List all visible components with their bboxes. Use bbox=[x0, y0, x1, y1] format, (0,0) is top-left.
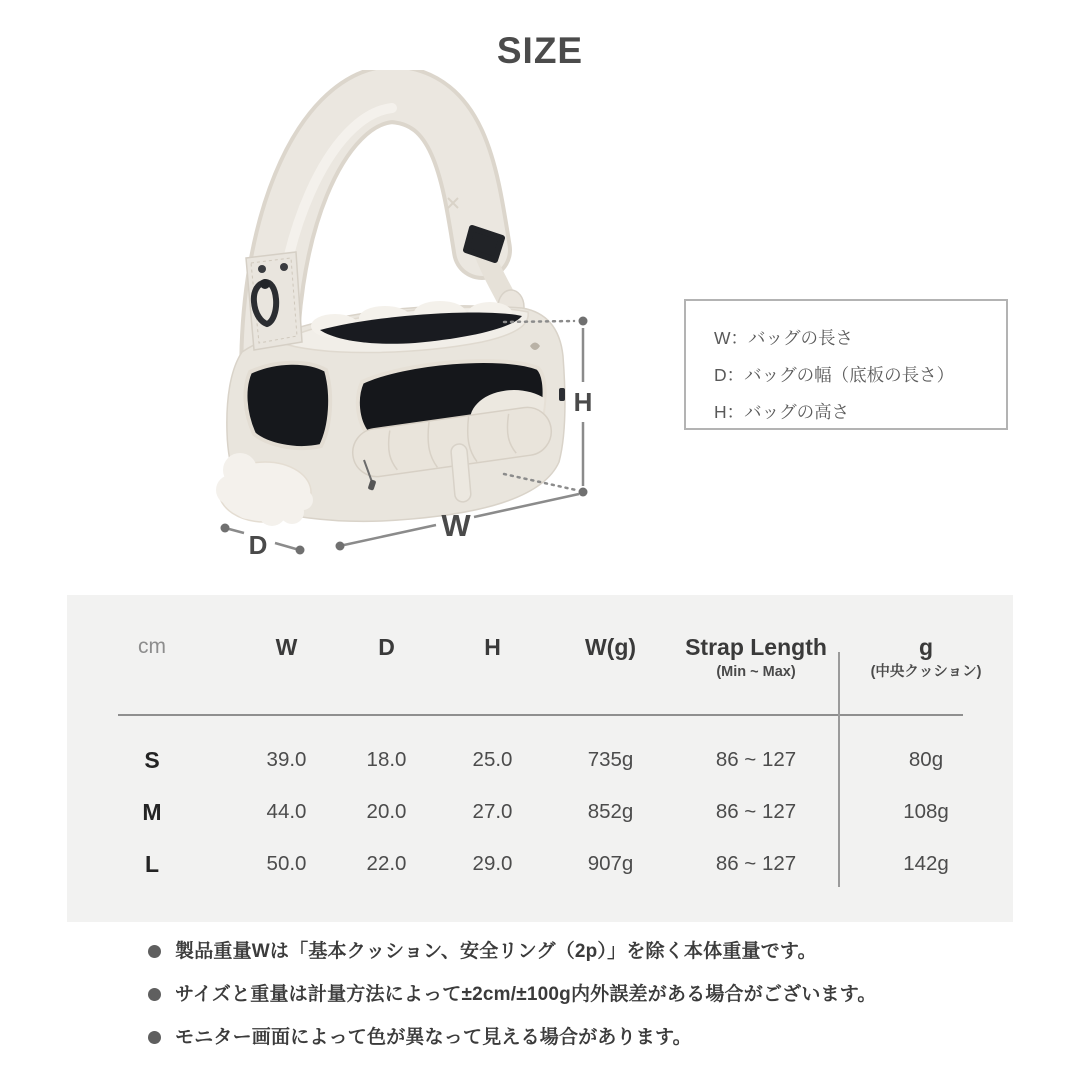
table-row-s: S 39.0 18.0 25.0 735g 86 ~ 127 80g bbox=[144, 747, 944, 773]
header-h: H bbox=[484, 634, 501, 660]
dimension-d-label: D bbox=[248, 530, 268, 560]
strap-panel bbox=[246, 252, 302, 350]
header-d: D bbox=[378, 634, 395, 660]
dimension-legend bbox=[684, 299, 1008, 430]
header-g-sub: (中央クッション) bbox=[870, 664, 982, 680]
bullet-icon bbox=[148, 1031, 161, 1044]
header-w: W bbox=[275, 634, 298, 660]
dimension-d bbox=[221, 524, 305, 561]
note-text: サイズと重量は計量方法によって±2cm/±100g内外誤差がある場合がございます。 bbox=[175, 984, 877, 1005]
page-title: SIZE bbox=[496, 30, 584, 71]
table-row-l: L 50.0 22.0 29.0 907g 86 ~ 127 142g bbox=[144, 851, 949, 877]
header-strap-length: Strap Length (Min ~ Max) bbox=[673, 631, 839, 683]
table-row-m: M 44.0 20.0 27.0 852g 86 ~ 127 108g bbox=[142, 799, 949, 825]
note-text: 製品重量Wは「基本クッション、安全リング（2p）」を除く本体重量です。 bbox=[175, 941, 817, 962]
size-table-header bbox=[67, 631, 1013, 683]
size-table-panel bbox=[67, 595, 1013, 922]
dimension-h-label: H bbox=[573, 387, 593, 417]
header-strap-sub: (Min ~ Max) bbox=[716, 664, 796, 680]
note-item bbox=[148, 1024, 1028, 1051]
bag-side-tag bbox=[559, 388, 565, 401]
bullet-icon bbox=[148, 988, 161, 1001]
bullet-icon bbox=[148, 945, 161, 958]
legend-item-d: D：バッグの幅（底板の長さ） bbox=[714, 365, 955, 385]
legend-item-w: W：バッグの長さ bbox=[714, 328, 854, 348]
product-diagram-image bbox=[130, 70, 630, 570]
header-unit: cm bbox=[138, 635, 166, 658]
note-item bbox=[148, 981, 1028, 1008]
note-item bbox=[148, 938, 1028, 965]
legend-item-h: H：バッグの高さ bbox=[714, 402, 850, 422]
table-header-rule bbox=[118, 714, 963, 716]
dimension-w-label: W bbox=[441, 508, 471, 543]
notes-section bbox=[148, 938, 1028, 1067]
bag-side-window bbox=[245, 363, 330, 448]
header-g: g (中央クッション) bbox=[839, 631, 1013, 683]
header-wg: W(g) bbox=[584, 634, 637, 660]
note-text: モニター画面によって色が異なって見える場合があります。 bbox=[175, 1027, 692, 1048]
